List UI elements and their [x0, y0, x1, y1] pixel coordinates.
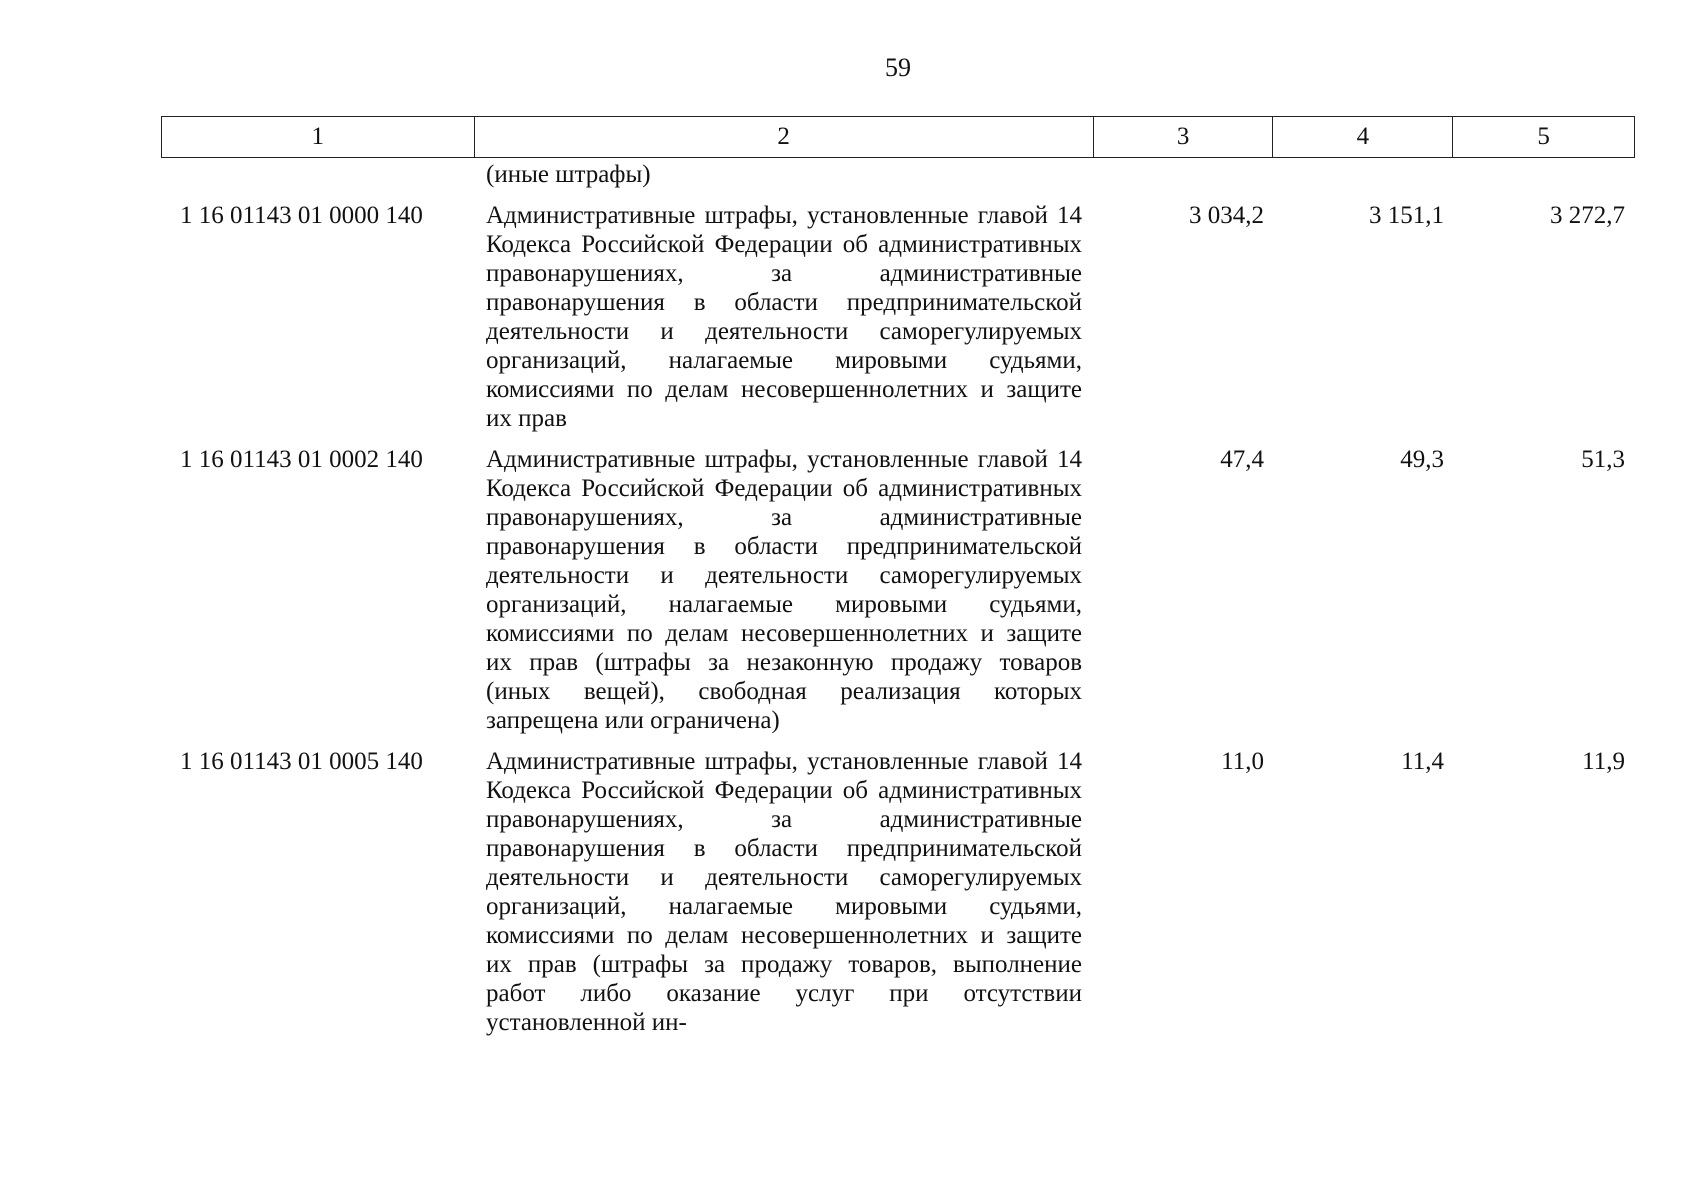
- table-row: [161, 445, 1635, 735]
- header-col-2: 2: [475, 117, 1094, 157]
- row-description: Административные штрафы, установленные главой 14 Кодекса Российской Федерации об административных правонарушениях, за административные правонарушения в области предпринимательской деятельности и деятельности саморегулируемых организаций, налагаемые мировыми судьями, комиссиями по делам несовершеннолетних и защите их прав: [486, 202, 1082, 432]
- header-col-5: 5: [1537, 123, 1550, 150]
- row-code: 1 16 01143 01 0002 140: [180, 446, 423, 473]
- continuation-text: (иные штрафы): [486, 161, 651, 188]
- page-number: 59: [885, 53, 911, 82]
- row-description: Административные штрафы, установленные главой 14 Кодекса Российской Федерации об административных правонарушениях, за административные правонарушения в области предпринимательской деятельности и деятельности саморегулируемых организаций, налагаемые мировыми судьями, комиссиями по делам несовершеннолетних и защите их прав (штрафы за продажу товаров, выполнение работ либо оказание услуг при отсутствии установленной ин-: [486, 748, 1082, 1036]
- table-row: [161, 201, 1635, 433]
- row-value-col-5: 3 272,7: [1550, 202, 1625, 229]
- table-header: [161, 116, 1635, 158]
- row-value-col-5: 11,9: [1582, 748, 1625, 775]
- row-code: 1 16 01143 01 0005 140: [180, 748, 423, 775]
- header-col-3: 3: [1094, 117, 1274, 157]
- row-description: Административные штрафы, установленные главой 14 Кодекса Российской Федерации об административных правонарушениях, за административные правонарушения в области предпринимательской деятельности и деятельности саморегулируемых организаций, налагаемые мировыми судьями, комиссиями по делам несовершеннолетних и защите их прав (штрафы за незаконную продажу товаров (иных вещей), свободная реализация которых запрещена или ограничена): [486, 446, 1082, 734]
- row-value-col-3: 3 034,2: [1189, 202, 1264, 229]
- row-value-col-3: 11,0: [1221, 748, 1264, 775]
- row-value-col-4: 3 151,1: [1369, 202, 1444, 229]
- row-value-col-4: 11,4: [1401, 748, 1444, 775]
- row-value-col-5: 51,3: [1581, 446, 1625, 473]
- row-code: 1 16 01143 01 0000 140: [180, 202, 423, 229]
- row-value-col-4: 49,3: [1400, 446, 1444, 473]
- header-col-4: 4: [1273, 117, 1453, 157]
- table-row: [161, 747, 1635, 1037]
- row-value-col-3: 47,4: [1220, 446, 1264, 473]
- table-body: [161, 160, 1635, 1037]
- header-col-1: 1: [162, 117, 475, 157]
